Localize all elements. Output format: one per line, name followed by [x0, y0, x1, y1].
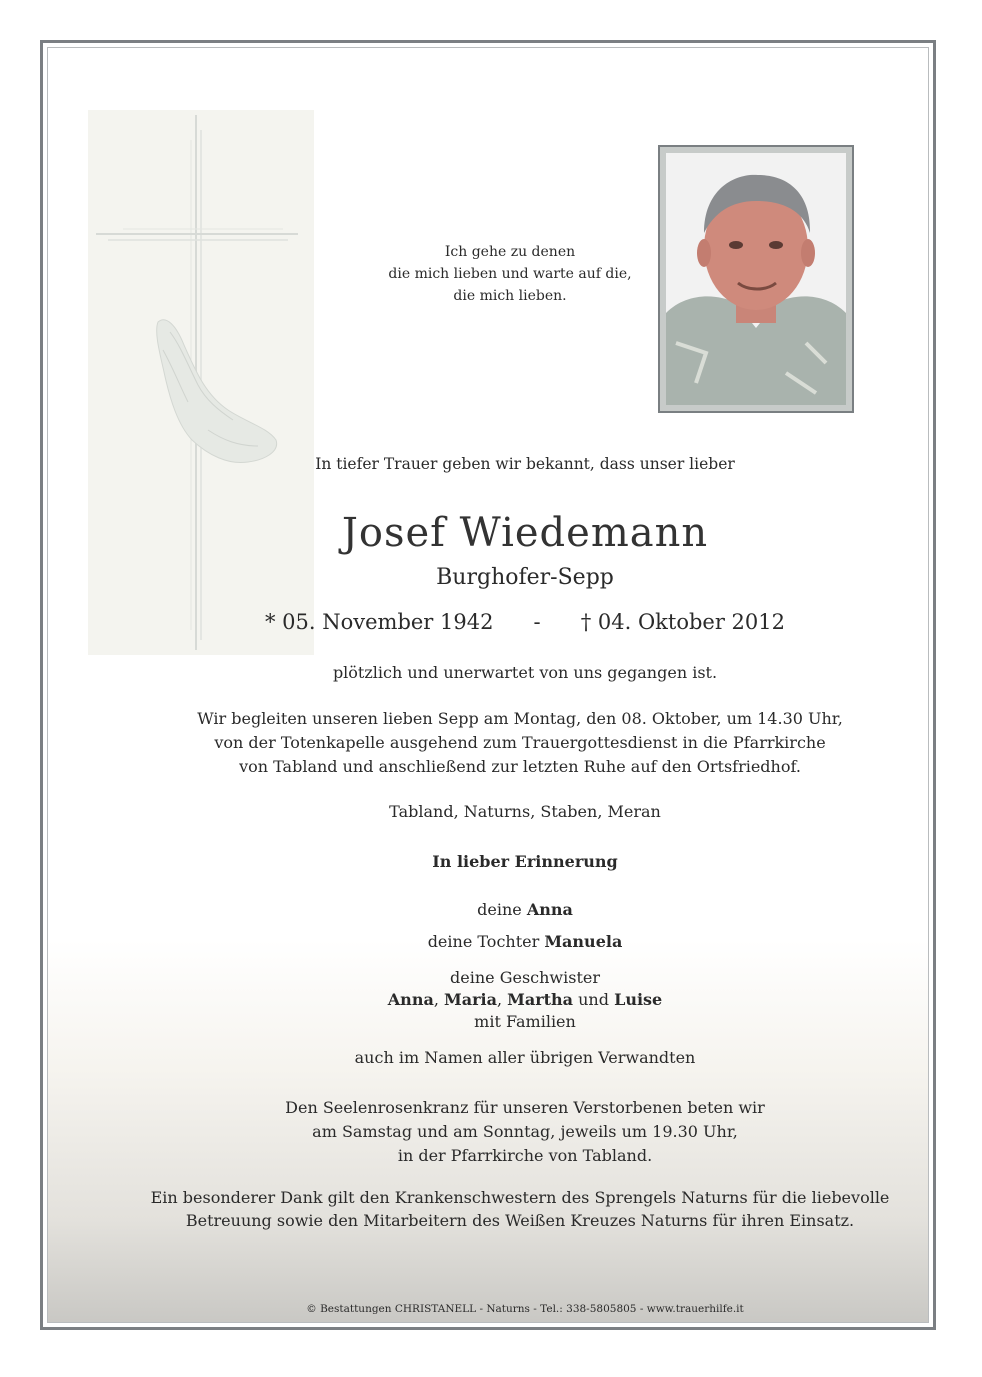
poem — [360, 241, 660, 307]
sibling-name: Anna — [387, 990, 434, 1009]
deceased-name: Josef Wiedemann — [341, 510, 709, 556]
portrait-frame — [658, 145, 854, 413]
family-wife — [200, 900, 850, 919]
rosary-line: am Samstag und am Sonntag, jeweils um 19.30 Uhr, — [312, 1122, 738, 1141]
siblings-heading: deine Geschwister — [450, 968, 600, 987]
poem-line: Ich gehe zu denen — [444, 244, 576, 260]
places: Tabland, Naturns, Staben, Meran — [389, 802, 661, 821]
rosary-text — [200, 1096, 850, 1168]
details-line: von Tabland und anschließend zur letzten Ruhe auf den Ortsfriedhof. — [239, 757, 801, 776]
siblings-conjunction: und — [578, 990, 609, 1009]
wife-prefix: deine — [477, 900, 522, 919]
rosary-line: Den Seelenrosenkranz für unseren Verstorbenen beten wir — [285, 1098, 765, 1117]
wife-name: Anna — [526, 900, 573, 919]
daughter-prefix: deine Tochter — [427, 932, 540, 951]
deceased-nickname: Burghofer-Sepp — [436, 565, 614, 590]
relatives-text: auch im Namen aller übrigen Verwandten — [354, 1048, 696, 1067]
family-daughter — [200, 932, 850, 951]
details-line: Wir begleiten unseren lieben Sepp am Montag, den 08. Oktober, um 14.30 Uhr, — [197, 709, 843, 728]
thanks-line: Betreuung sowie den Mitarbeitern des Weißen Kreuzes Naturns für ihren Einsatz. — [185, 1211, 855, 1230]
sibling-name: Martha — [507, 990, 574, 1009]
passed-text: plötzlich und unerwartet von uns gegangen ist. — [332, 663, 718, 682]
date-separator: - — [533, 610, 541, 634]
birth-date: * 05. November 1942 — [264, 610, 494, 634]
sibling-name: Luise — [614, 990, 663, 1009]
funeral-details — [150, 707, 890, 779]
with-families: mit Familien — [474, 1012, 576, 1031]
family-siblings — [200, 967, 850, 1033]
death-date: † 04. Oktober 2012 — [580, 610, 786, 634]
rosary-line: in der Pfarrkirche von Tabland. — [397, 1146, 653, 1165]
details-line: von der Totenkapelle ausgehend zum Trauergottesdienst in die Pfarrkirche — [214, 733, 826, 752]
siblings-names: Anna, Maria, Martha und Luise — [387, 990, 663, 1009]
life-dates — [200, 610, 850, 634]
thanks-text — [120, 1186, 920, 1232]
footer-credit: © Bestattungen CHRISTANELL - Naturns - Tel.: 338-5805805 - www.trauerhilfe.it — [306, 1303, 744, 1315]
sibling-name: Maria — [443, 990, 497, 1009]
memory-heading: In lieber Erinnerung — [432, 852, 618, 871]
poem-line: die mich lieben und warte auf die, — [388, 266, 632, 282]
portrait-illustration — [666, 153, 846, 405]
intro-text: In tiefer Trauer geben wir bekannt, dass unser lieber — [315, 455, 735, 473]
poem-line: die mich lieben. — [453, 288, 567, 304]
thanks-line: Ein besonderer Dank gilt den Krankenschwestern des Sprengels Naturns für die liebevolle — [150, 1188, 890, 1207]
daughter-name: Manuela — [544, 932, 623, 951]
portrait-photo — [666, 153, 846, 405]
